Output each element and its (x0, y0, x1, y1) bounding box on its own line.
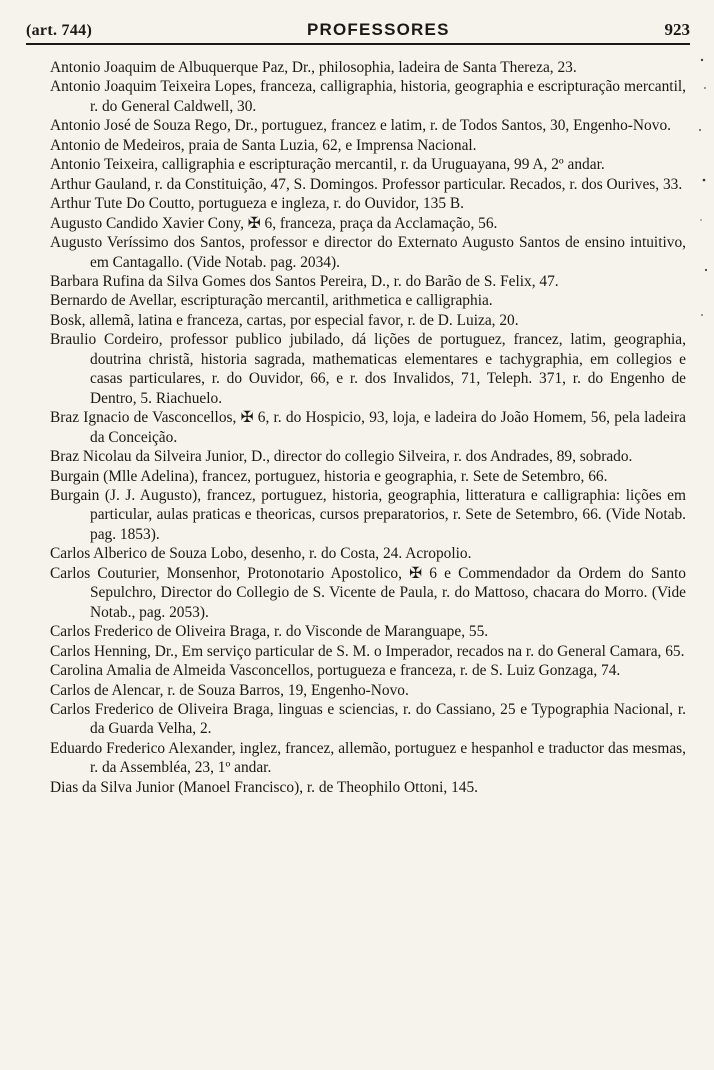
page-number: 923 (664, 20, 690, 39)
list-item: Carlos Couturier, Monsenhor, Protonotario Apostolico, ✠ 6 e Commendador da Ordem do Santo Sepulchro, Director do Collegio de S. Vicente de Paula, r. do Mattoso, chacara do Morro. (Vide Notab., pag. 2053). (50, 564, 686, 621)
list-item: Barbara Rufina da Silva Gomes dos Santos Pereira, D., r. do Barão de S. Felix, 47. (50, 272, 559, 290)
list-item: Carlos Alberico de Souza Lobo, desenho, r. do Costa, 24. Acropolio. (50, 545, 472, 563)
article-reference: (art. 744) (26, 22, 93, 39)
list-item: Augusto Candido Xavier Cony, ✠ 6, franceza, praça da Acclamação, 56. (50, 214, 498, 232)
list-item: Carlos Frederico de Oliveira Braga, r. do Visconde de Maranguape, 55. (50, 623, 489, 641)
list-item: Carlos de Alencar, r. de Souza Barros, 19, Engenho-Novo. (50, 681, 409, 699)
list-item: Burgain (J. J. Augusto), francez, portuguez, historia, geographia, litteratura e calligraphia: lições em particular, aulas praticas e theoricas, cursos preparatorios, r. Sete de Setembro, 66. (Vide Notab. pag. 1853). (50, 486, 686, 543)
list-item: Braulio Cordeiro, professor publico jubilado, dá lições de portuguez, francez, latim, geographia, doutrina christã, historia sagrada, mathematicas elementares e tachygraphia, em collegios e casas particulares, r. do Ouvidor, 66, e r. dos Invalidos, 71, Teleph. 371, r. do Engenho de Dentro, 5. Riachuelo. (50, 331, 686, 407)
list-item: Arthur Tute Do Coutto, portugueza e ingleza, r. do Ouvidor, 135 B. (50, 195, 465, 213)
page-header (26, 12, 690, 45)
list-item: Antonio Joaquim de Albuquerque Paz, Dr., philosophia, ladeira de Santa Thereza, 23. (50, 59, 577, 76)
list-item: Antonio José de Souza Rego, Dr., portuguez, francez e latim, r. de Todos Santos, 30, Engenho-Novo. (50, 117, 671, 135)
list-item: Dias da Silva Junior (Manoel Francisco), r. de Theophilo Ottoni, 145. (50, 778, 479, 796)
list-item: Carolina Amalia de Almeida Vasconcellos, portugueza e franceza, r. de S. Luiz Gonzaga, 74. (50, 662, 621, 680)
list-item: Burgain (Mlle Adelina), francez, portuguez, historia e geographia, r. Sete de Setembro, 66. (50, 467, 608, 485)
paper-speckle-decoration (696, 40, 710, 340)
list-item: Augusto Veríssimo dos Santos, professor e director do Externato Augusto Santos de ensino intuitivo, em Cantagallo. (Vide Notab. pag. 2034). (50, 234, 686, 271)
professor-list (50, 58, 686, 797)
list-item: Carlos Frederico de Oliveira Braga, linguas e sciencias, r. do Cassiano, 25 e Typographia Nacional, r. da Guarda Velha, 2. (50, 700, 686, 738)
list-item: Antonio Joaquim Teixeira Lopes, franceza, calligraphia, historia, geographia e escripturação mercantil, r. do General Caldwell, 30. (50, 78, 686, 115)
list-item: Eduardo Frederico Alexander, inglez, francez, allemão, portuguez e hespanhol e traductor das mesmas, r. da Assembléa, 23, 1º andar. (50, 739, 686, 777)
list-item: Bosk, allemã, latina e franceza, cartas, por especial favor, r. de D. Luiza, 20. (50, 311, 519, 329)
section-title: PROFESSORES (306, 20, 450, 39)
list-item: Arthur Gauland, r. da Constituição, 47, S. Domingos. Professor particular. Recados, r. dos Ourives, 33. (50, 175, 683, 193)
list-item: Antonio Teixeira, calligraphia e escripturação mercantil, r. da Uruguayana, 99 A, 2º andar. (50, 156, 605, 174)
list-item: Antonio de Medeiros, praia de Santa Luzia, 62, e Imprensa Nacional. (50, 136, 477, 154)
list-item: Braz Ignacio de Vasconcellos, ✠ 6, r. do Hospicio, 93, loja, e ladeira do João Homem, 56, pela ladeira da Conceição. (50, 409, 686, 446)
list-item: Braz Nicolau da Silveira Junior, D., director do collegio Silveira, r. dos Andrades, 89, sobrado. (50, 448, 633, 466)
list-item: Carlos Henning, Dr., Em serviço particular de S. M. o Imperador, recados na r. do General Camara, 65. (50, 642, 685, 660)
list-item: Bernardo de Avellar, escripturação mercantil, arithmetica e calligraphia. (50, 292, 493, 310)
